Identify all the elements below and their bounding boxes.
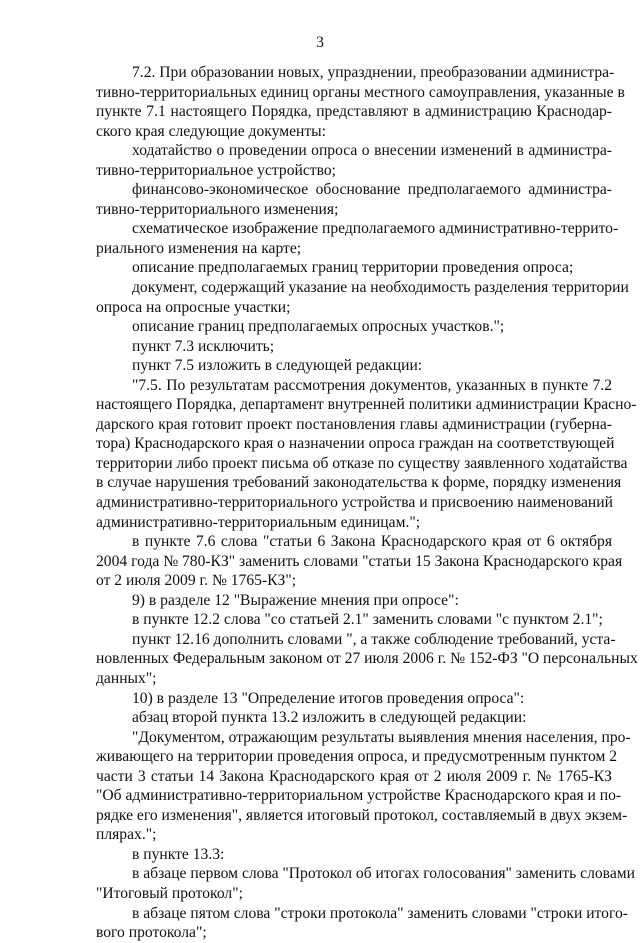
text-line: риального изменения на карте; (96, 239, 302, 257)
text-line: абзац второй пункта 13.2 изложить в следующей редакции: (132, 709, 527, 727)
text-line: новленных Федеральным законом от 27 июля 2006 г. № 152-ФЗ "О персональных (96, 650, 638, 668)
text-line: 9) в разделе 12 "Выражение мнения при опросе": (132, 591, 459, 609)
text-line: финансово-экономическое обоснование предполагаемого администра- (132, 181, 612, 199)
text-line: ходатайство о проведении опроса о внесении изменений в администра- (132, 142, 612, 160)
text-line: плярах."; (96, 826, 157, 844)
text-line: данных"; (96, 669, 157, 687)
text-line: 7.2. При образовании новых, упразднении, преобразовании администра- (132, 64, 615, 81)
text-line: административно-территориального устройства и присвоению наименований (96, 494, 613, 512)
text-line: настоящего Порядка, департамент внутренней политики администрации Красно- (96, 396, 637, 414)
text-line: в пункте 12.2 слова "со статьей 2.1" заменить словами "с пунктом 2.1"; (132, 611, 603, 629)
text-line: административно-территориальным единицам."; (96, 513, 421, 531)
text-line: живающего на территории проведения опроса, и предусмотренным пунктом 2 (96, 748, 618, 766)
text-line: в пункте 13.3: (132, 845, 225, 863)
text-line: тивно-территориальное устройство; (96, 161, 336, 179)
text-line: вого протокола"; (96, 924, 207, 942)
text-line: "Итоговый протокол"; (96, 884, 243, 902)
text-line: тивно-территориальных единиц органы местного самоуправления, указанные в (96, 83, 625, 101)
text-line: описание границ предполагаемых опросных участков."; (132, 318, 505, 336)
text-line: документ, содержащий указание на необходимость разделения территории (132, 279, 629, 297)
text-line: "Документом, отражающим результаты выявления мнения населения, про- (132, 728, 631, 746)
text-line: пункте 7.1 настоящего Порядка, представляют в администрацию Краснодар- (96, 103, 612, 121)
text-line: схематическое изображение предполагаемого административно-террито- (132, 220, 619, 238)
text-line: "7.5. По результатам рассмотрения документов, указанных в пункте 7.2 (132, 376, 612, 394)
document-body (96, 63, 638, 943)
text-line: ского края следующие документы: (96, 122, 326, 140)
text-line: тора) Краснодарского края о назначении опроса граждан на соответствующей (96, 435, 615, 453)
text-line: описание предполагаемых границ территории проведения опроса; (132, 259, 574, 277)
text-line: пункт 12.16 дополнить словами ", а также соблюдение требований, уста- (132, 630, 616, 648)
text-line: от 2 июля 2009 г. № 1765-КЗ"; (96, 572, 297, 590)
text-line: территории либо проект письма об отказе по существу заявленного ходатайства (96, 454, 628, 472)
text-line: 10) в разделе 13 "Определение итогов проведения опроса": (132, 689, 525, 707)
text-line: пункт 7.3 исключить; (132, 337, 275, 355)
text-line: части 3 статьи 14 Закона Краснодарского края от 2 июля 2009 г. № 1765-КЗ (96, 767, 612, 785)
text-line: 2004 года № 780-КЗ" заменить словами "статьи 15 Закона Краснодарского края (96, 552, 623, 570)
text-line: опроса на опросные участки; (96, 298, 291, 316)
text-line: пункт 7.5 изложить в следующей редакции: (132, 357, 423, 375)
text-line: рядке его изменения", является итоговый протокол, составляемый в двух экзем- (96, 806, 628, 824)
page-number: 3 (316, 34, 324, 51)
text-line: в абзаце пятом слова "строки протокола" заменить словами "строки итого- (132, 904, 628, 922)
text-line: "Об административно-территориальном устройстве Краснодарского края и по- (96, 787, 622, 805)
text-line: дарского края готовит проект постановления главы администрации (губерна- (96, 415, 612, 433)
text-line: в случае нарушения требований законодательства к форме, порядку изменения (96, 474, 622, 492)
text-line: в абзаце первом слова "Протокол об итогах голосования" заменить словами (132, 865, 635, 883)
text-line: в пункте 7.6 слова "статьи 6 Закона Краснодарского края от 6 октября (132, 533, 612, 551)
text-line: тивно-территориального изменения; (96, 200, 339, 218)
